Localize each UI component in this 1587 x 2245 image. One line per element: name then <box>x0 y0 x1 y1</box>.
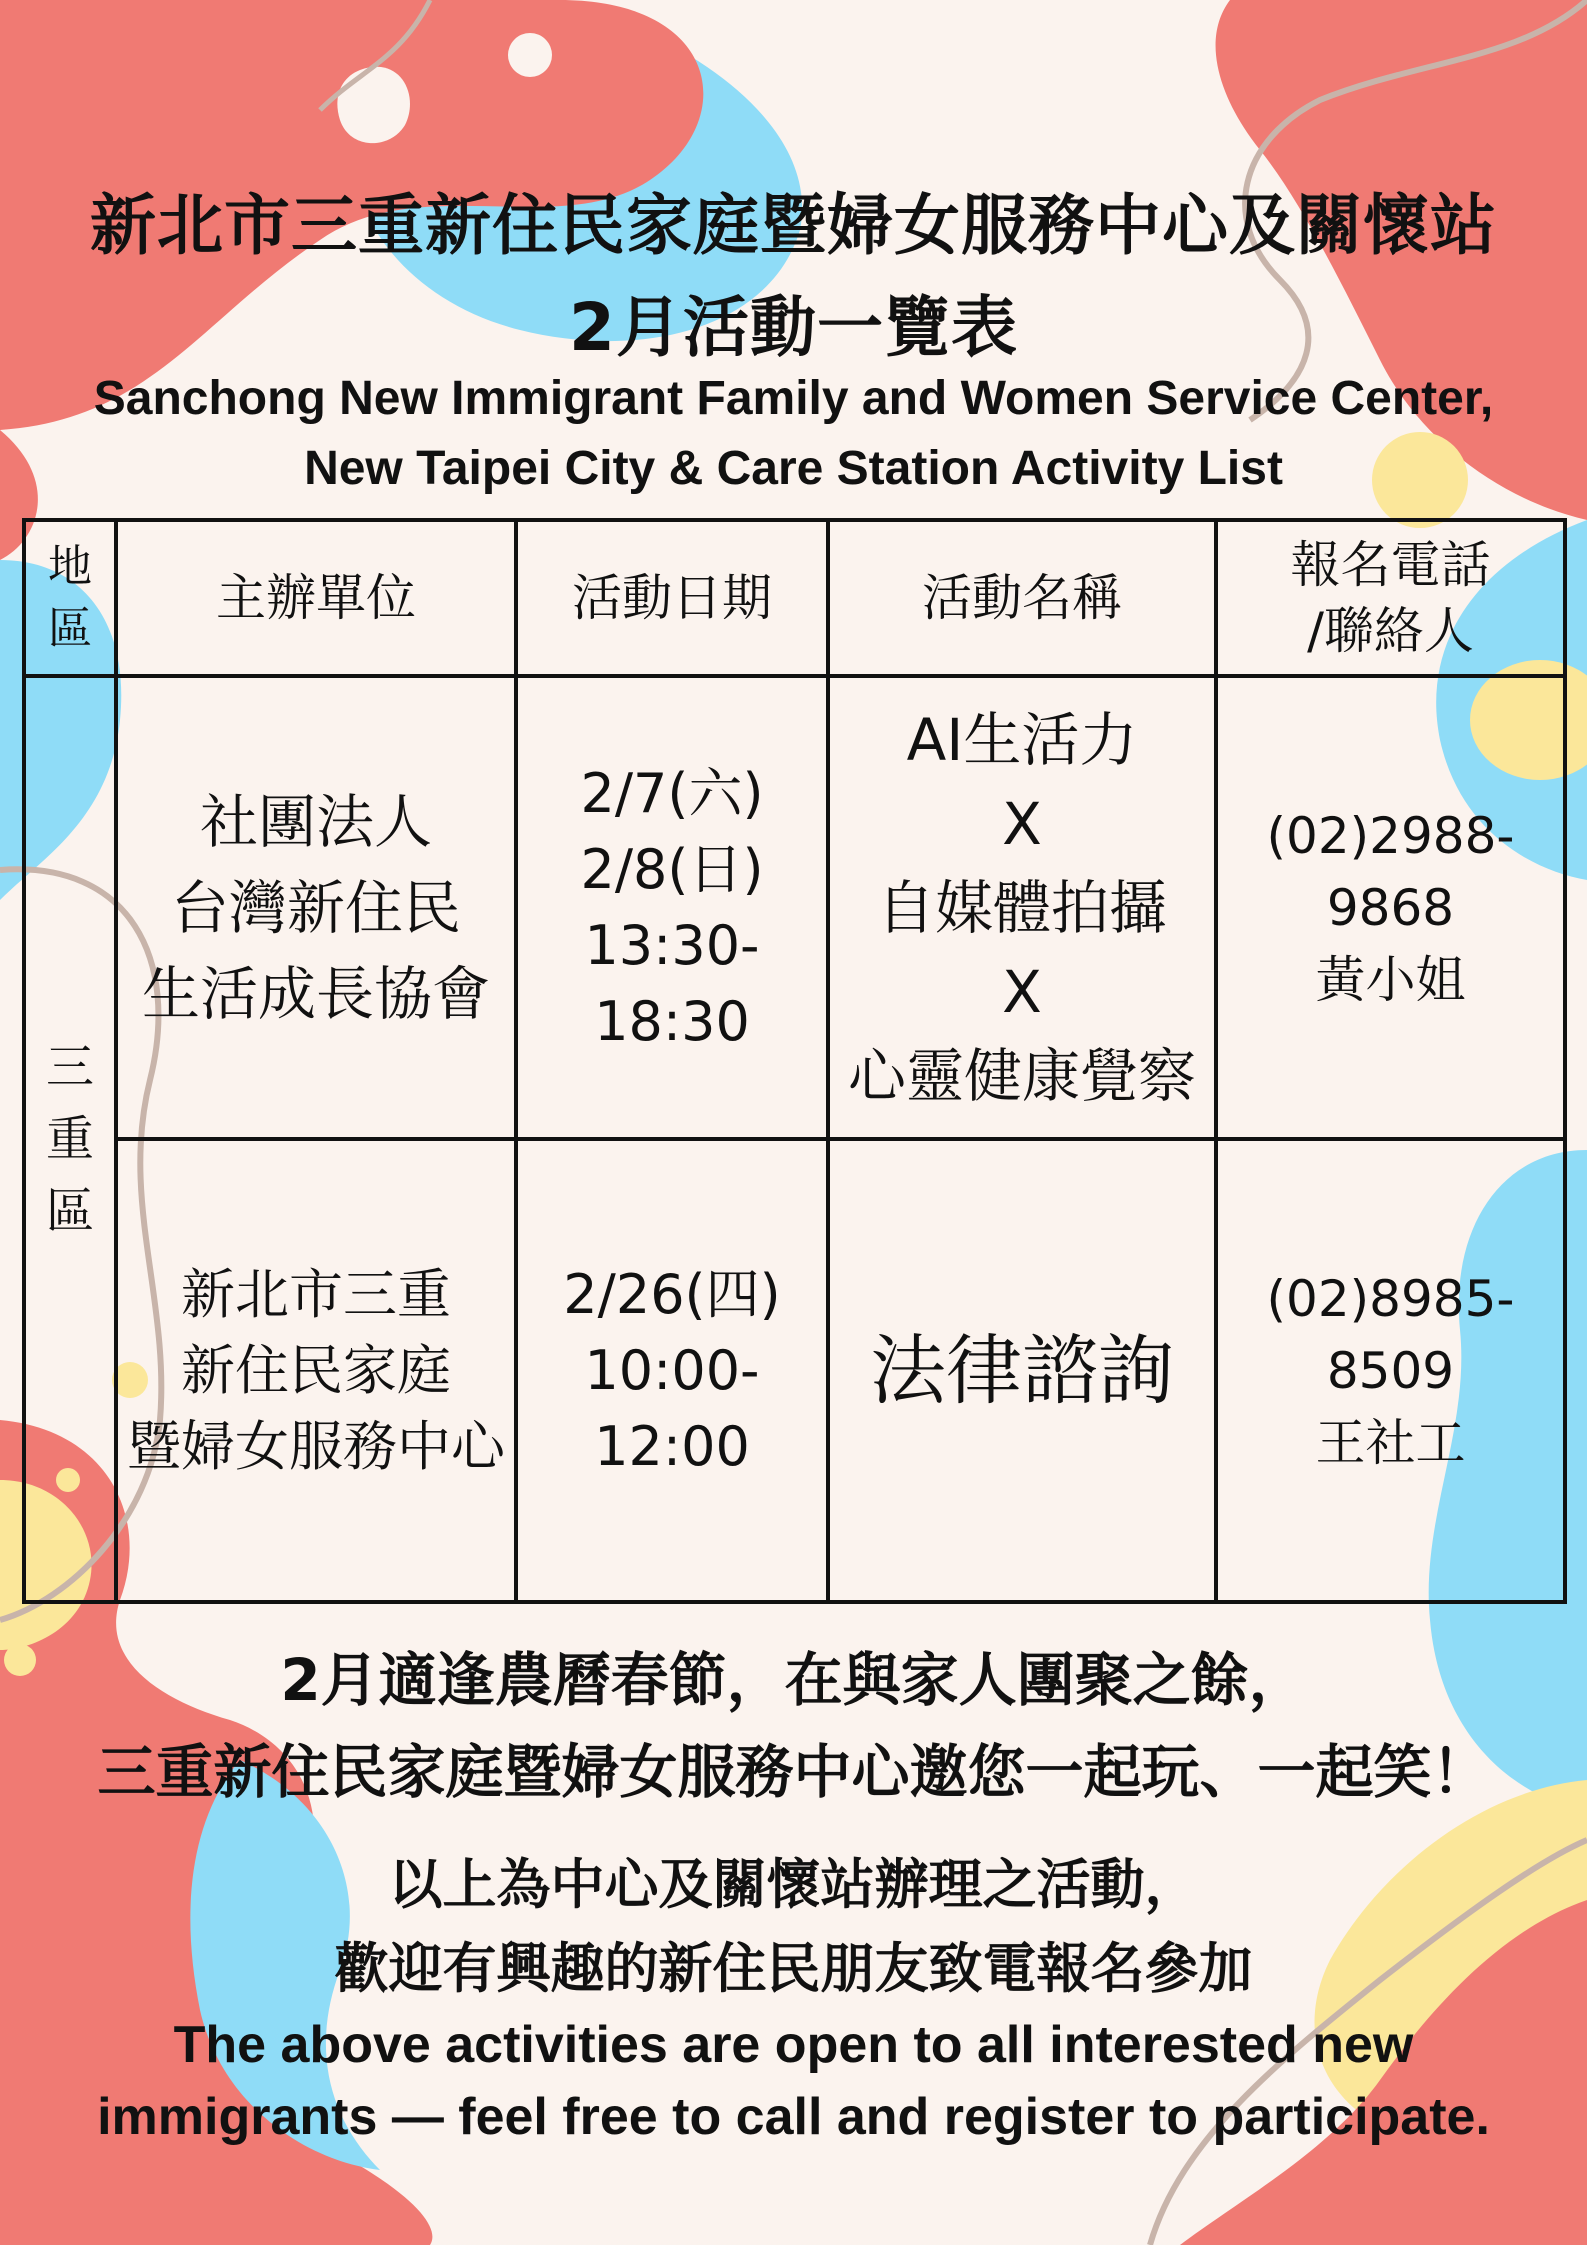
date-line: 13:30-18:30 <box>584 913 760 1053</box>
organizer-line: 生活成長協會 <box>141 959 490 1028</box>
activity-line: X <box>1002 789 1042 858</box>
activity-cell <box>828 1139 1216 1602</box>
contact-cell <box>1216 676 1565 1139</box>
date-cell <box>516 1139 828 1602</box>
district-cell <box>24 676 116 1602</box>
organizer-cell <box>116 676 516 1139</box>
footer-english-line-1: The above activities are open to all interested new <box>173 2016 1414 2074</box>
activity-line: 自媒體拍攝 <box>876 873 1167 942</box>
contact-person: 王社工 <box>1315 1413 1466 1472</box>
title-chinese-line-1: 新北市三重新住民家庭暨婦女服務中心及關懷站 <box>90 187 1497 264</box>
district-char: 三 <box>45 1039 94 1095</box>
footer-line-2: 三重新住民家庭暨婦女服務中心邀您一起玩、一起笑！ <box>97 1738 1490 1806</box>
footer-line-1: 2月適逢農曆春節，在與家人團聚之餘， <box>280 1646 1307 1714</box>
activity-line: 法律諮詢 <box>870 1325 1174 1415</box>
table-row <box>24 676 1565 1139</box>
header-organizer: 主辦單位 <box>116 520 516 676</box>
district-char: 重 <box>45 1111 94 1167</box>
activity-line: X <box>1002 957 1042 1026</box>
table-row <box>24 1139 1565 1602</box>
organizer-line: 暨婦女服務中心 <box>127 1414 505 1478</box>
header-district-char: 區 <box>48 603 92 654</box>
contact-phone: (02)2988-9868 <box>1266 806 1515 937</box>
header-date: 活動日期 <box>516 520 828 676</box>
organizer-line: 台灣新住民 <box>170 873 461 942</box>
footer-english-line-2: immigrants — feel free to call and register to participate. <box>97 2088 1490 2146</box>
title-english-line-1: Sanchong New Immigrant Family and Women Service Center, <box>93 372 1494 425</box>
organizer-line: 新住民家庭 <box>181 1338 451 1402</box>
header-district-char: 地 <box>48 541 92 592</box>
activity-cell <box>828 676 1216 1139</box>
header-activity: 活動名稱 <box>828 520 1216 676</box>
organizer-line: 社團法人 <box>199 787 432 856</box>
footer-line-3: 以上為中心及關懷站辦理之活動， <box>388 1853 1199 1916</box>
title-english-line-2: New Taipei City & Care Station Activity List <box>304 442 1283 495</box>
date-line: 2/8(日) <box>580 837 764 901</box>
organizer-cell <box>116 1139 516 1602</box>
date-line: 10:00-12:00 <box>584 1338 760 1478</box>
date-line: 2/26(四) <box>563 1262 781 1326</box>
title-chinese-line-2: 2月活動一覽表 <box>569 289 1018 366</box>
contact-cell <box>1216 1139 1565 1602</box>
contact-phone: (02)8985-8509 <box>1266 1269 1515 1400</box>
organizer-line: 新北市三重 <box>181 1262 451 1326</box>
table-header-row <box>24 520 1565 676</box>
header-contact <box>1216 520 1565 676</box>
date-cell <box>516 676 828 1139</box>
header-contact-line: /聯絡人 <box>1307 602 1474 660</box>
date-line: 2/7(六) <box>580 761 764 825</box>
district-char: 區 <box>45 1183 94 1239</box>
header-district <box>24 520 116 676</box>
activity-table <box>22 518 1567 1604</box>
header-contact-line: 報名電話 <box>1290 536 1491 594</box>
activity-line: 心靈健康覺察 <box>847 1041 1196 1110</box>
activity-line: AI生活力 <box>906 705 1138 774</box>
footer-line-4: 歡迎有興趣的新住民朋友致電報名參加 <box>334 1937 1253 2000</box>
contact-person: 黃小姐 <box>1315 950 1466 1009</box>
